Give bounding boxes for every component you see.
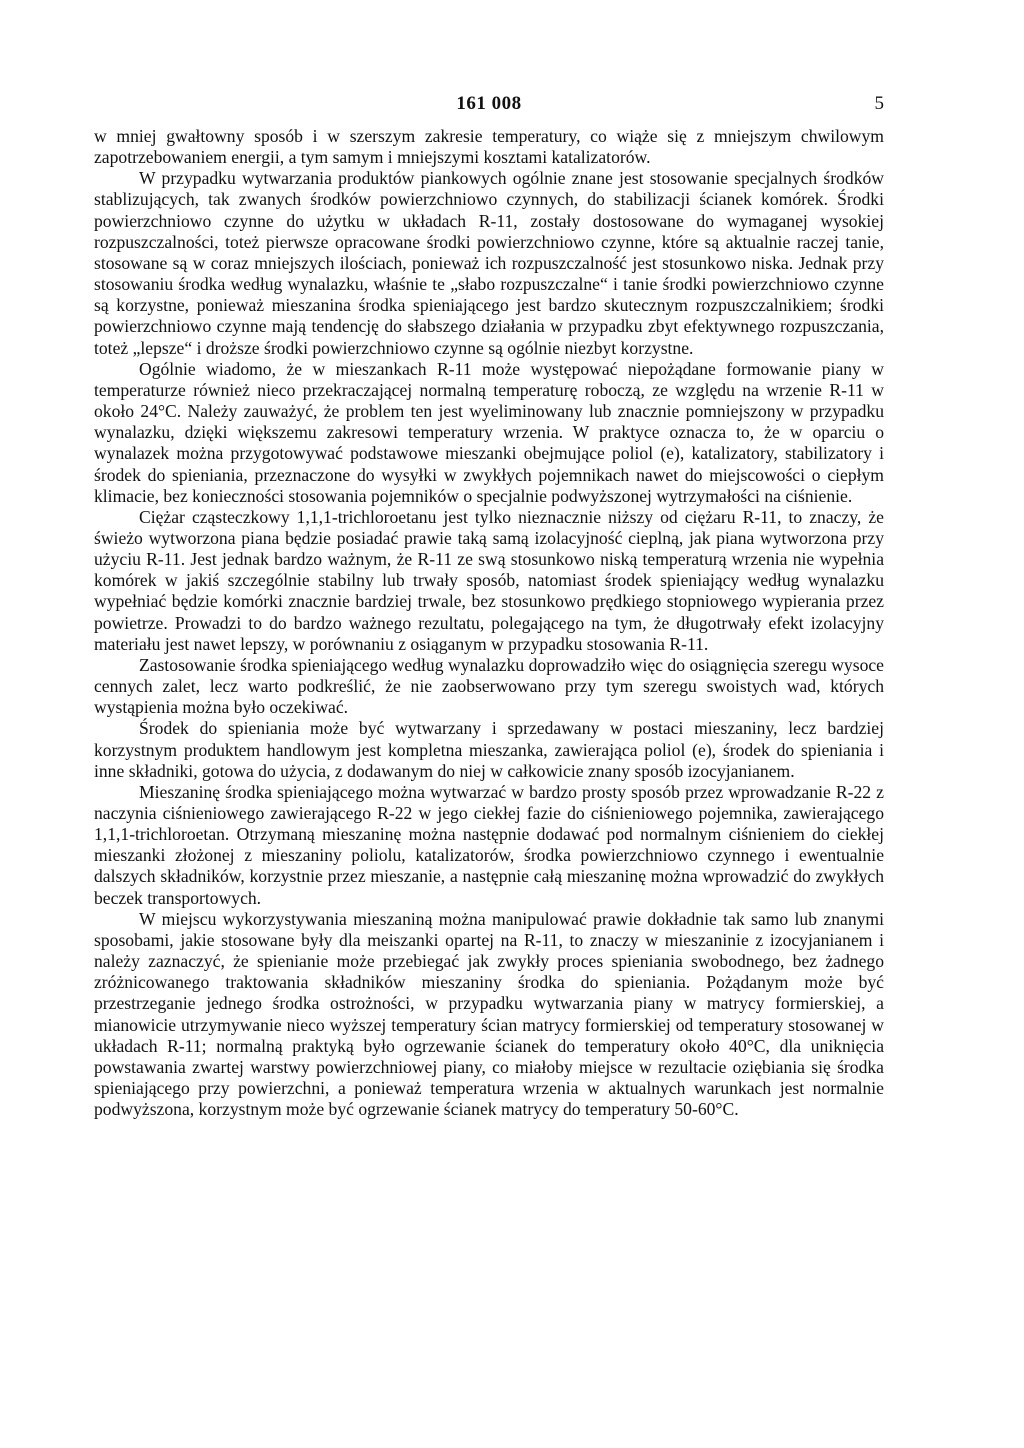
document-number: 161 008 (456, 93, 522, 114)
paragraph: Ciężar cząsteczkowy 1,1,1-trichloroetanu jest tylko nieznacznie niższy od ciężaru R-11, to znaczy, że świeżo wytworzona piana będzie posiadać prawie taką samą izolacyjność cieplną, jak piana wytworzona przy użyciu R-11. Jest jednak bardzo ważnym, że R-11 ze swą stosunkowo niską temperaturą wrzenia nie wypełnia komórek w jakiś szczególnie stabilny lub trwały sposób, natomiast środek spieniający według wynalazku wypełniać będzie komórki znacznie bardziej trwale, bez stosunkowo prędkiego stopniowego wypierania przez powietrze. Prowadzi to do bardzo ważnego rezultatu, polegającego na tym, że długotrwały efekt izolacyjny materiału jest nawet lepszy, w porównaniu z osiąganym w przypadku stosowania R-11. (94, 506, 884, 654)
paragraph: Zastosowanie środka spieniającego według wynalazku doprowadziło więc do osiągnięcia szeregu wysoce cennych zalet, lecz warto podkreślić, że nie zaobserwowano przy tym szeregu swoistych wad, których wystąpienia można było oczekiwać. (94, 654, 884, 718)
paragraph: Ogólnie wiadomo, że w mieszankach R-11 może występować niepożądane formowanie piany w temperaturze również nieco przekraczającej normalną temperaturę roboczą, ze względu na wrzenie R-11 w około 24°C. Należy zauważyć, że problem ten jest wyeliminowany lub znacznie pomniejszony w przypadku wynalazku, dzięki większemu zakresowi temperatury wrzenia. W praktyce oznacza to, że w oparciu o wynalazek można przygotowywać podstawowe mieszanki obejmujące poliol (e), katalizatory, stabilizatory i środek do spieniania, przeznaczone do wysyłki w zwykłych pojemnikach nawet do miejscowości o ciepłym klimacie, bez konieczności stosowania pojemników o specjalnie podwyższonej wytrzymałości na ciśnienie. (94, 358, 884, 506)
page-number: 5 (874, 93, 884, 114)
page-header (94, 93, 884, 117)
document-body (94, 126, 884, 1120)
paragraph: Środek do spieniania może być wytwarzany i sprzedawany w postaci mieszaniny, lecz bardziej korzystnym produktem handlowym jest kompletna mieszanka, zawierająca poliol (e), środek do spieniania i inne składniki, gotowa do użycia, z dodawanym do niej w całkowicie znany sposób izocyjanianem. (94, 718, 884, 781)
paragraph: W miejscu wykorzystywania mieszaniną można manipulować prawie dokładnie tak samo lub znanymi sposobami, jakie stosowane były dla meiszanki opartej na R-11, to znaczy w mieszaninie z izocyjanianem i należy zaznaczyć, że spienianie może przebiegać jak zwykły proces spieniania swobodnego, bez żadnego zróżnicowanego traktowania składników mieszaniny środka do spieniania. Pożądanym może być przestrzeganie jednego środka ostrożności, w przypadku wytwarzania piany w matrycy formierskiej, a mianowicie utrzymywanie nieco wyższej temperatury ścian matrycy formierskiej od temperatury stosowanej w układach R-11; normalną praktyką było ogrzewanie ścianek do temperatury około 40°C, dla uniknięcia powstawania zwartej warstwy powierzchniowej piany, co miałoby miejsce w rezultacie oziębiania się środka spieniającego przy powierzchni, a ponieważ temperatura wrzenia w aktualnych warunkach jest normalnie podwyższona, korzystnym może być ogrzewanie ścianek matrycy do temperatury 50-60°C. (94, 908, 884, 1120)
paragraph: Mieszaninę środka spieniającego można wytwarzać w bardzo prosty sposób przez wprowadzanie R-22 z naczynia ciśnieniowego zawierającego R-22 w jego ciekłej fazie do ciśnieniowego pojemnika, zawierającego 1,1,1-trichloroetan. Otrzymaną mieszaninę można następnie dodawać pod normalnym ciśnieniem do ciekłej mieszanki złożonej z mieszaniny poliolu, katalizatorów, środka powierzchniowo czynnego i ewentualnie dalszych składników, korzystnie przez mieszanie, a następnie całą mieszaninę można wprowadzić do zwykłych beczek transportowych. (94, 781, 884, 908)
paragraph: w mniej gwałtowny sposób i w szerszym zakresie temperatury, co wiąże się z mniejszym chwilowym zapotrzebowaniem energii, a tym samym i mniejszymi kosztami katalizatorów. (94, 126, 884, 168)
paragraph: W przypadku wytwarzania produktów piankowych ogólnie znane jest stosowanie specjalnych środków stablizujących, tak zwanych środków powierzchniowo czynnych, do stabilizacji ścianek komórek. Środki powierzchniowo czynne do użytku w układach R-11, zostały dostosowane do wymaganej wysokiej rozpuszczalności, toteż pierwsze opracowane środki powierzchniowo czynne, które są aktualnie raczej tanie, stosowane są w coraz mniejszych ilościach, ponieważ ich rozpuszczalność jest stosunkowo niska. Jednak przy stosowaniu środka według wynalazku, właśnie te „słabo rozpuszczalne“ i tanie środki powierzchniowo czynne są korzystne, ponieważ mieszanina środka spieniającego jest bardzo skutecznym rozpuszczalnikiem; środki powierzchniowo czynne mają tendencję do słabszego działania w przypadku zbyt efektywnego rozpuszczania, toteż „lepsze“ i droższe środki powierzchniowo czynne są ogólnie niezbyt korzystne. (94, 168, 884, 358)
